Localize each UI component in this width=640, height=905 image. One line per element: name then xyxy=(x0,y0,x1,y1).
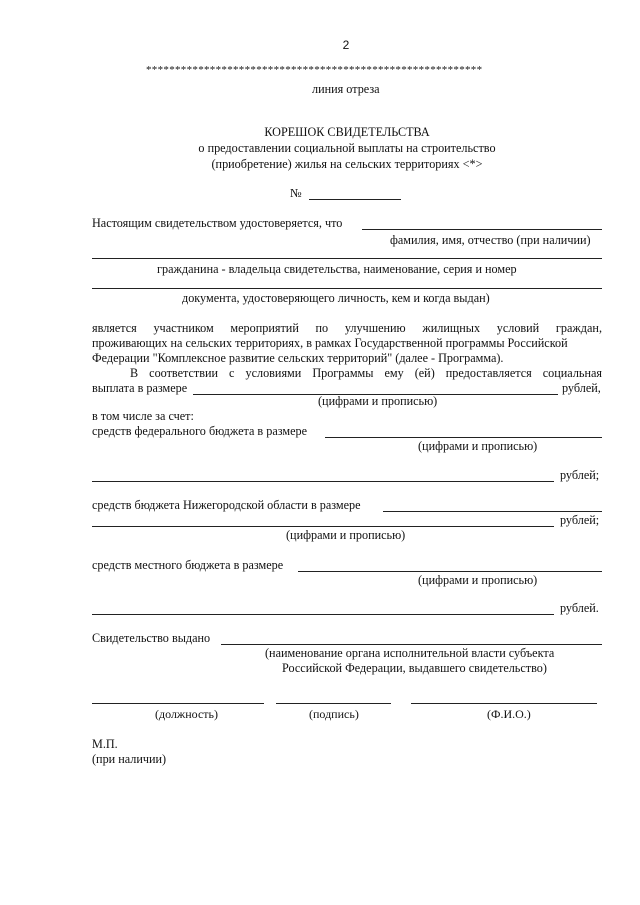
cut-line-stars: ********************************************************** xyxy=(146,64,483,76)
local-budget-label: средств местного бюджета в размере xyxy=(92,558,284,572)
position-line xyxy=(92,703,264,704)
document-subtitle-2: (приобретение) жилья на сельских территориях <*> xyxy=(211,157,483,171)
stamp-label: М.П. xyxy=(92,737,118,751)
local-budget-line xyxy=(298,571,602,572)
document-field-line xyxy=(92,288,602,289)
document-title: КОРЕШОК СВИДЕТЕЛЬСТВА xyxy=(264,125,430,139)
local-budget-rubles: рублей. xyxy=(560,601,599,615)
name-hint: (Ф.И.О.) xyxy=(487,707,531,721)
number-label: № xyxy=(290,186,302,200)
including-label: в том числе за счет: xyxy=(92,409,194,423)
federal-budget-label: средств федерального бюджета в размере xyxy=(92,424,308,438)
cut-line-label: линия отреза xyxy=(312,82,380,96)
issued-by-hint-2: Российской Федерации, выдавшего свидетельство) xyxy=(282,661,547,675)
local-budget-line-2 xyxy=(92,614,554,615)
position-hint: (должность) xyxy=(155,707,218,721)
federal-budget-hint: (цифрами и прописью) xyxy=(418,439,538,453)
payment-amount-label: выплата в размере xyxy=(92,381,188,395)
regional-budget-line-2 xyxy=(92,526,554,527)
payment-rubles: рублей, xyxy=(562,381,601,395)
issued-by-label: Свидетельство выдано xyxy=(92,631,211,645)
document-subtitle-1: о предоставлении социальной выплаты на строительство xyxy=(198,141,496,155)
regional-budget-rubles: рублей; xyxy=(560,513,600,527)
body-line-2: проживающих на сельских территориях, в рамках Государственной программы Российской xyxy=(92,336,568,350)
regional-budget-line xyxy=(383,511,602,512)
fio-hint: фамилия, имя, отчество (при наличии) xyxy=(390,233,591,247)
certify-text: Настоящим свидетельством удостоверяется, что xyxy=(92,216,343,230)
federal-budget-line-2 xyxy=(92,481,554,482)
signature-line xyxy=(276,703,391,704)
body-line-3: Федерации "Комплексное развитие сельских территорий" (далее - Программа). xyxy=(92,351,504,365)
payment-amount-hint: (цифрами и прописью) xyxy=(318,394,438,408)
body-line-4: В соответствии с условиями Программы ему (ей) предоставляется социальная xyxy=(130,366,602,380)
regional-budget-label: средств бюджета Нижегородской области в размере xyxy=(92,498,361,512)
local-budget-hint: (цифрами и прописью) xyxy=(418,573,538,587)
document-hint: документа, удостоверяющего личность, кем и когда выдан) xyxy=(182,291,490,305)
page-number: 2 xyxy=(342,38,350,52)
citizen-hint: гражданина - владельца свидетельства, наименование, серия и номер xyxy=(157,262,517,276)
name-line xyxy=(411,703,597,704)
regional-budget-hint: (цифрами и прописью) xyxy=(286,528,406,542)
issued-by-hint-1: (наименование органа исполнительной власти субъекта xyxy=(265,646,555,660)
body-line-1: является участником мероприятий по улучшению жилищных условий граждан, xyxy=(92,321,602,335)
issued-by-line xyxy=(221,644,602,645)
fio-field-line xyxy=(362,229,602,230)
federal-budget-rubles: рублей; xyxy=(560,468,600,482)
signature-hint: (подпись) xyxy=(309,707,359,721)
citizen-field-line xyxy=(92,258,602,259)
stamp-note: (при наличии) xyxy=(92,752,167,766)
number-field-line xyxy=(309,199,401,200)
federal-budget-line xyxy=(325,437,602,438)
